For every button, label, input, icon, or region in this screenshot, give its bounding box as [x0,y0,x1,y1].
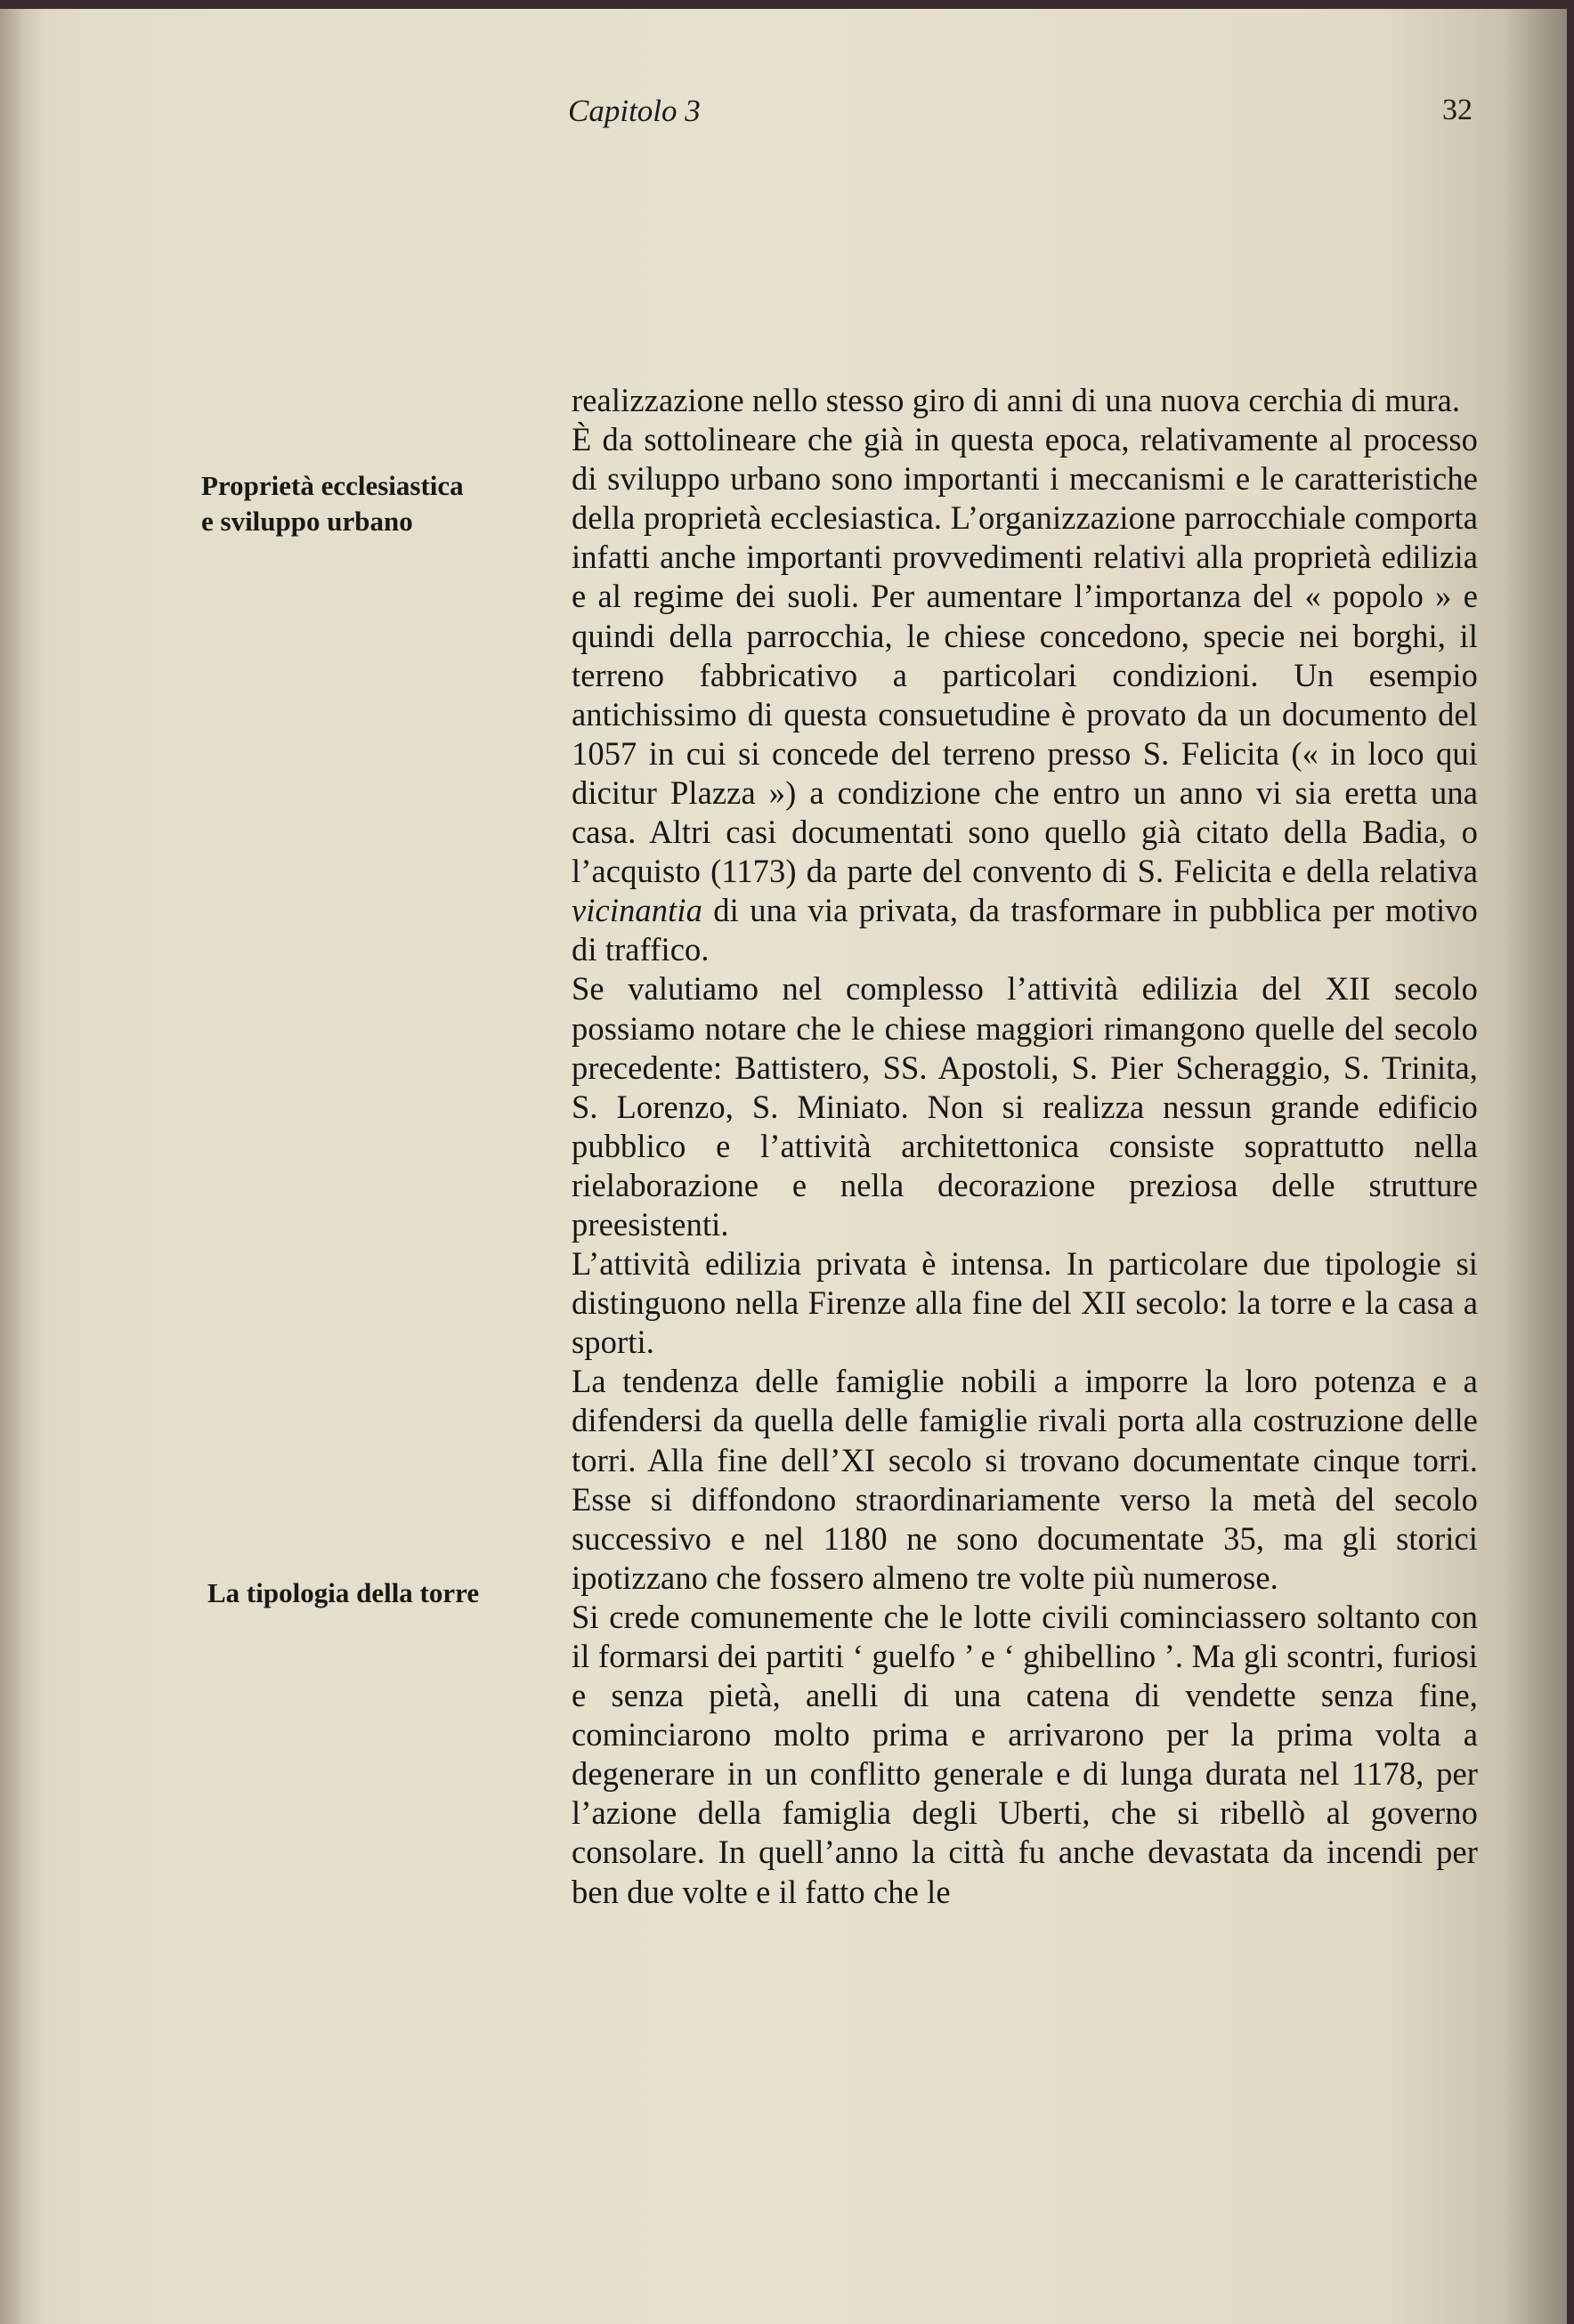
sidenote-proprieta-line1: Proprietà ecclesiastica [201,470,464,501]
sidenote-proprieta [201,468,464,539]
body-text [572,381,1478,1912]
paragraph-2-text: È da sottolineare che già in questa epoca, relativamente al processo di sviluppo urbano sono importanti i meccanismi e le caratteristiche della proprietà ecclesiastica. L’organizzazione parrocchiale comporta infatti anche importanti provvedimenti relativi alla proprietà edilizia e al regime dei suoli. Per aumentare l’importanza del « popolo » e quindi della parrocchia, le chiese concedono, specie nei borghi, il terreno fabbricativo a particolari condizioni. Un esempio antichissimo di questa consuetudine è provato da un documento del 1057 in cui si concede del terreno presso S. Felicita (« in loco qui dicitur Plazza ») a condizione che entro un anno vi sia eretta una casa. Altri casi documentati sono quello già citato della Badia, o l’acquisto (1173) da parte del convento di S. Felicita e della relativa [572,421,1478,890]
paragraph-3: Se valutiamo nel complesso l’attività edilizia del XII secolo possiamo notare che le chiese maggiori rimangono quelle del secolo precedente: Battistero, SS. Apostoli, S. Pier Scheraggio, S. Trinita, S. Lorenzo, S. Miniato. Non si realizza nessun grande edificio pubblico e l’attività architettonica consiste soprattutto nella rielaborazione e nella decorazione preziosa delle strutture preesistenti. [572,970,1478,1243]
page-number: 32 [1442,93,1473,126]
paragraph-1: realizzazione nello stesso giro di anni di una nuova cerchia di mura. [572,382,1461,418]
chapter-header: Capitolo 3 [568,93,701,128]
paragraph-2-end: di una via privata, da trasformare in pubblica per motivo di traffico. [572,892,1478,968]
sidenote-proprieta-line2: e sviluppo urbano [201,506,413,537]
paragraph-6: Si crede comunemente che le lotte civili cominciassero soltanto con il formarsi dei partiti ‘ guelfo ’ e ‘ ghibellino ’. Ma gli scontri, furiosi e senza pietà, anelli di una catena di vendette senza fine, cominciarono molto prima e arrivarono per la prima volta a degenerare in un conflitto generale e di lunga durata nel 1178, per l’azione della famiglia degli Uberti, che si ribellò al governo consolare. In quell’anno la città fu anche devastata da incendi per ben due volte e il fatto che le [572,1598,1478,1910]
paragraph-4: L’attività edilizia privata è intensa. In particolare due tipologie si distinguono nella Firenze alla fine del XII secolo: la torre e la casa a sporti. [572,1245,1478,1361]
sidenote-tipologia: La tipologia della torre [207,1577,480,1608]
paragraph-5: La tendenza delle famiglie nobili a imporre la loro potenza e a difendersi da quella delle famiglie rivali porta alla costruzione delle torri. Alla fine dell’XI secolo si trovano documentate cinque torri. Esse si diffondono straordinariamente verso la metà del secolo successivo e nel 1180 ne sono documentate 35, ma gli storici ipotizzano che fossero almeno tre volte più numerose. [572,1363,1478,1596]
paragraph-2 [572,420,1478,969]
book-spine-shadow [0,9,41,2324]
vicinantia-term: vicinantia [572,892,702,929]
